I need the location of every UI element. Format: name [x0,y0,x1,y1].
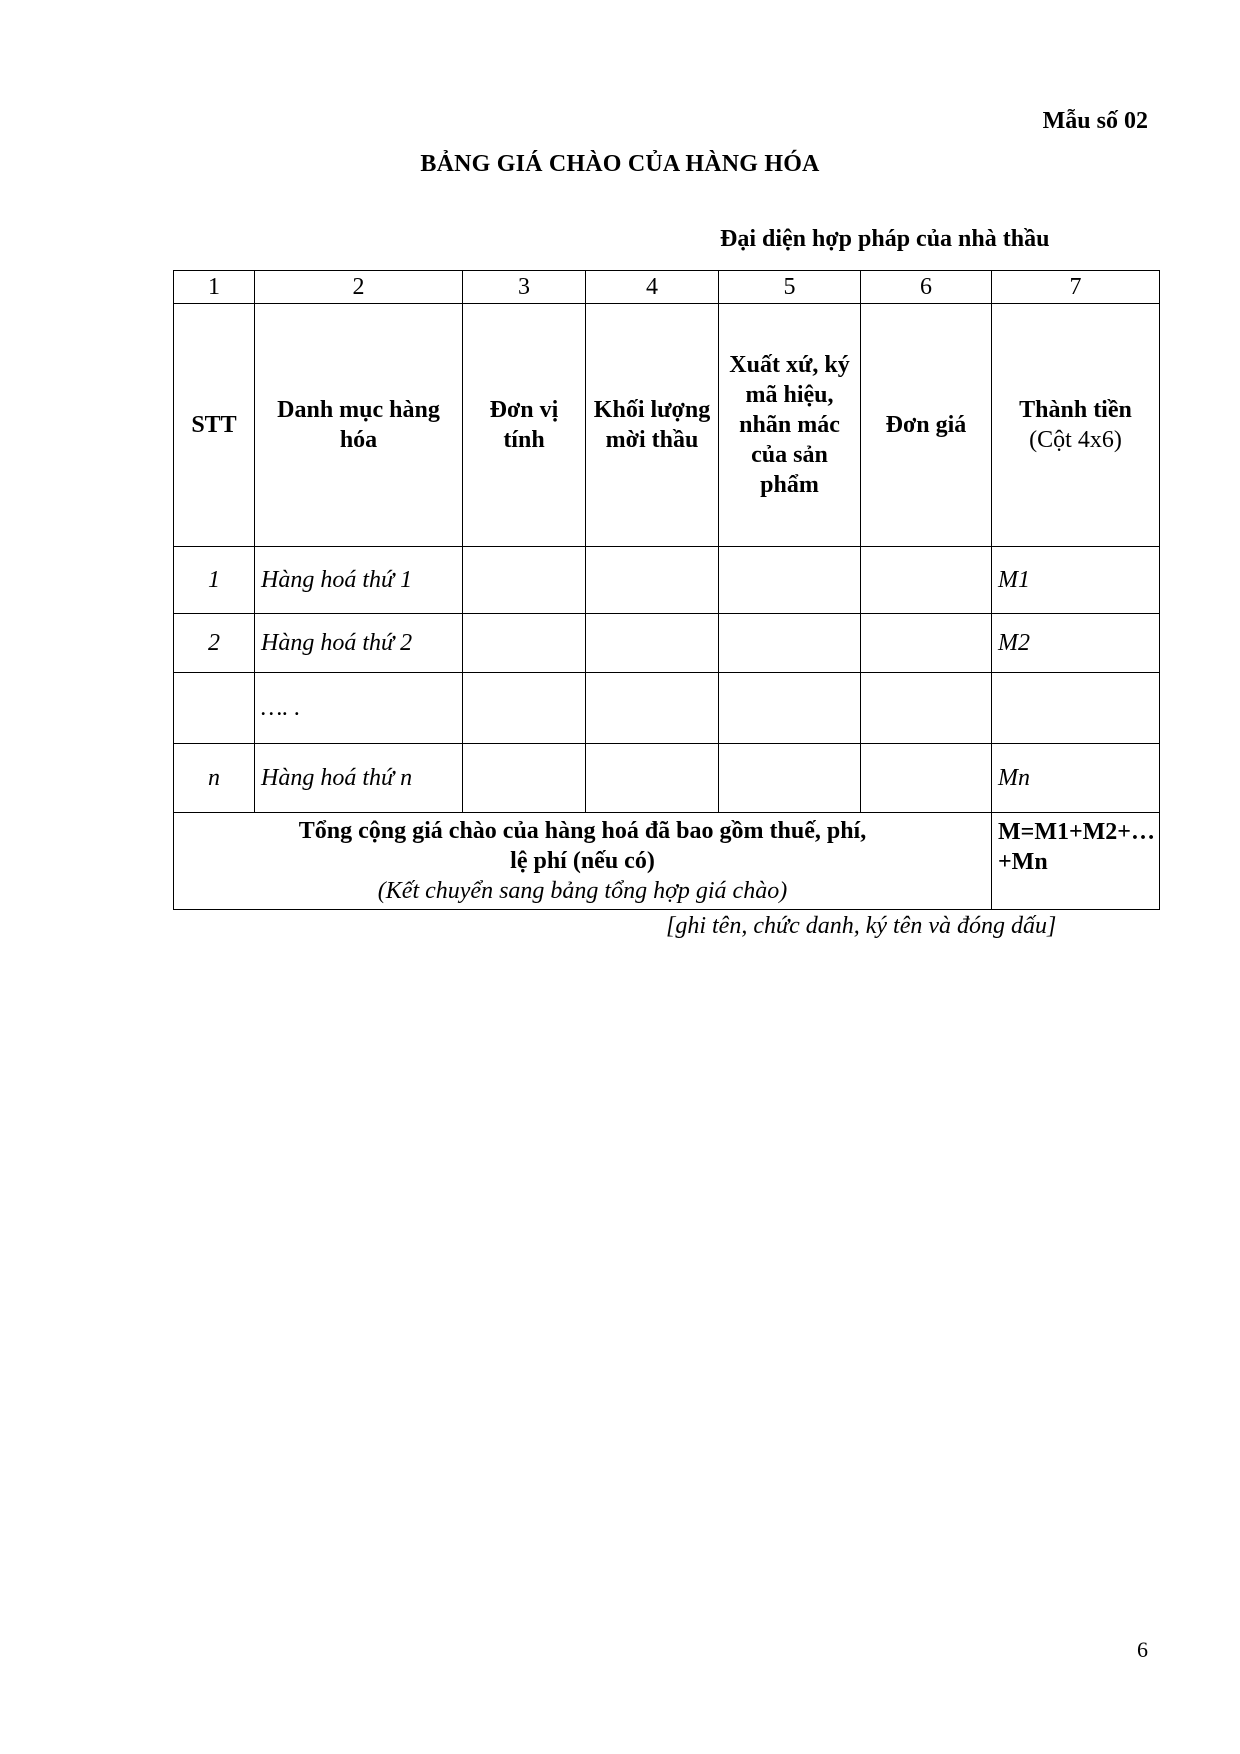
total-label [174,813,992,910]
page-number: 6 [1137,1637,1148,1662]
header-amount-label: Thành tiền [1019,397,1132,423]
row-stt: n [174,744,255,813]
table-row [174,744,1160,813]
header-unit: Đơn vị tính [463,304,586,547]
row-cell [719,547,861,614]
row-cell [586,744,719,813]
signature-note: [ghi tên, chức danh, ký tên và đóng dấu] [666,913,1057,939]
row-cell [719,614,861,673]
row-amount: M2 [992,614,1160,673]
row-cell [861,673,992,744]
representative-label: Đại diện hợp pháp của nhà thầu [720,226,1050,252]
table-row [174,547,1160,614]
row-item-name: Hàng hoá thứ 2 [255,614,463,673]
row-amount [992,673,1160,744]
column-number: 6 [861,271,992,304]
table-row [174,673,1160,744]
header-amount [992,304,1160,547]
row-item-name: Hàng hoá thứ 1 [255,547,463,614]
header-item-name: Danh mục hàng hóa [255,304,463,547]
row-cell [586,614,719,673]
header-stt: STT [174,304,255,547]
column-header-row [174,304,1160,547]
bid-price-table [173,270,1160,910]
column-number: 3 [463,271,586,304]
row-cell [463,744,586,813]
header-quantity: Khối lượng mời thầu [586,304,719,547]
row-cell [463,673,586,744]
column-number: 7 [992,271,1160,304]
total-label-line2: lệ phí (nếu có) [510,848,655,874]
column-number: 4 [586,271,719,304]
header-origin: Xuất xứ, ký mã hiệu, nhãn mác của sản phẩm [719,304,861,547]
document-title: BẢNG GIÁ CHÀO CỦA HÀNG HÓA [420,151,820,177]
header-unit-price: Đơn giá [861,304,992,547]
row-cell [861,614,992,673]
row-stt: 1 [174,547,255,614]
row-stt [174,673,255,744]
total-row [174,813,1160,910]
row-stt: 2 [174,614,255,673]
column-number-row [174,271,1160,304]
form-number: Mẫu số 02 [1042,108,1148,134]
row-amount: M1 [992,547,1160,614]
header-amount-note: (Cột 4x6) [1029,427,1122,453]
row-item-name: …. . [255,673,463,744]
row-item-name: Hàng hoá thứ n [255,744,463,813]
row-cell [719,744,861,813]
column-number: 5 [719,271,861,304]
row-cell [719,673,861,744]
row-cell [861,547,992,614]
total-label-line1: Tổng cộng giá chào của hàng hoá đã bao gồm thuế, phí, [298,818,867,844]
row-cell [586,673,719,744]
row-amount: Mn [992,744,1160,813]
table-row [174,614,1160,673]
total-formula: M=M1+M2+…+Mn [992,813,1160,910]
column-number: 2 [255,271,463,304]
row-cell [861,744,992,813]
row-cell [463,614,586,673]
column-number: 1 [174,271,255,304]
row-cell [463,547,586,614]
total-note: (Kết chuyển sang bảng tổng hợp giá chào) [377,878,788,904]
row-cell [586,547,719,614]
